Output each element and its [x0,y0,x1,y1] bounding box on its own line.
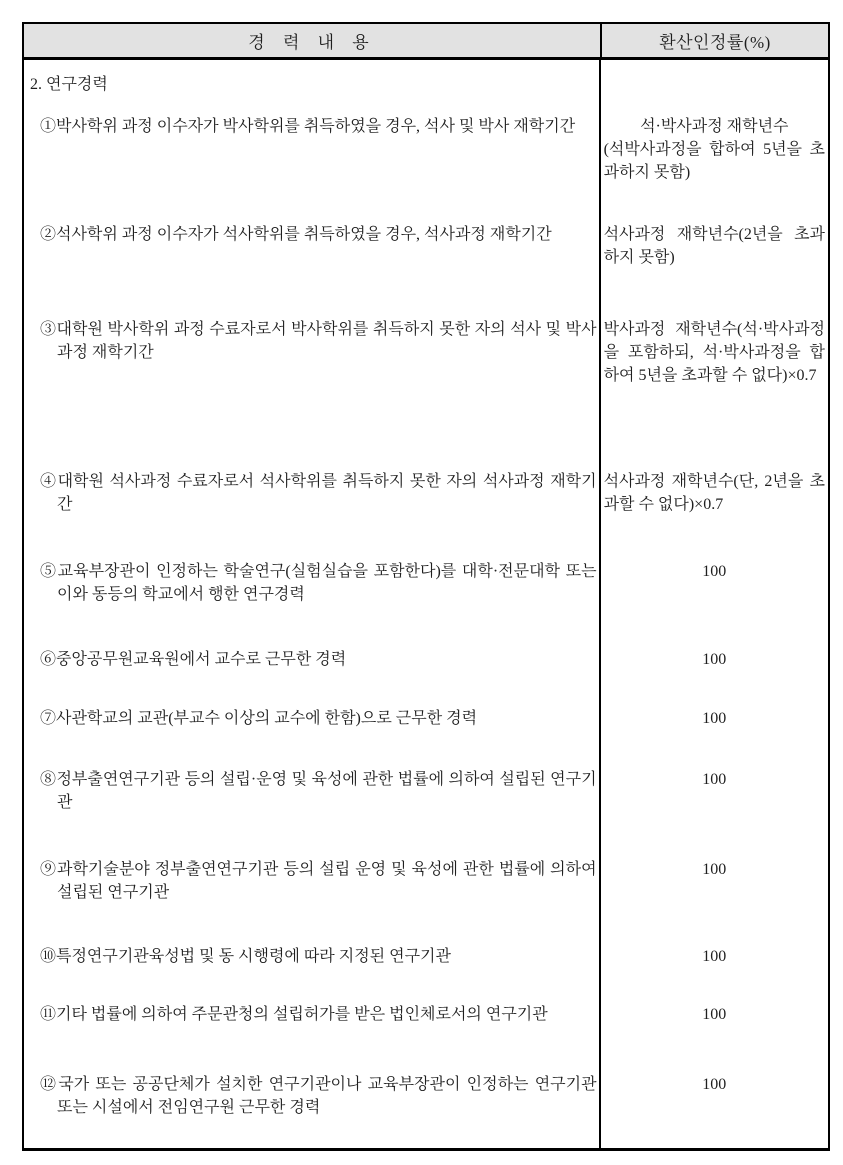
rate-cell [601,106,828,214]
item-number: ⑫ [40,1076,59,1093]
rate-value: 100 [702,771,727,788]
table-row [24,461,828,551]
rate-value: 100 [702,710,727,727]
table-row [24,1064,828,1148]
table-row [24,849,828,936]
career-item [24,639,601,698]
table-row [24,214,828,309]
rate-cell-empty [601,60,828,106]
table-body [24,60,828,1148]
rate-cell [601,214,828,309]
career-recognition-table [22,22,830,1151]
table-row [24,106,828,214]
career-item [24,106,601,214]
rate-value: 100 [702,651,727,668]
career-item [24,461,601,551]
item-text: 기타 법률에 의하여 주문관청의 설립허가를 받은 법인체로서의 연구기관 [56,1006,548,1023]
table-row [24,759,828,849]
rate-value: 100 [702,861,727,878]
item-number: ⑪ [40,1006,57,1023]
career-item [24,1064,601,1148]
rate-cell [601,551,828,639]
item-number: ⑦ [40,710,57,727]
career-item [24,309,601,461]
rate-cell [601,1064,828,1148]
item-text: 국가 또는 공공단체가 설치한 연구기관이나 교육부장관이 인정하는 연구기관 또는 시설에서 전임연구원 근무한 경력 [57,1076,597,1116]
rate-cell [601,309,828,461]
item-number: ① [40,118,57,135]
table-row [24,309,828,461]
rate-cell [601,461,828,551]
rate-cell [601,849,828,936]
table-row [24,551,828,639]
career-item [24,759,601,849]
career-item [24,551,601,639]
table-row [24,936,828,994]
item-text: 정부출연연구기관 등의 설립·운영 및 육성에 관한 법률에 의하여 설립된 연구기관 [56,771,597,811]
rate-title: 석·박사과정 재학년수 [640,118,789,135]
rate-cell [601,936,828,994]
section-title: 2. 연구경력 [24,60,601,106]
rate-cell [601,639,828,698]
item-number: ② [40,226,57,243]
item-text: 대학원 석사과정 수료자로서 석사학위를 취득하지 못한 자의 석사과정 재학기간 [57,473,597,513]
section-row [24,60,828,106]
table-header [24,24,828,60]
table-row [24,994,828,1064]
rate-value: 석사과정 재학년수(2년을 초과하지 못함) [603,226,825,266]
item-text: 특정연구기관육성법 및 동 시행령에 따라 지정된 연구기관 [56,948,451,965]
item-text: 과학기술분야 정부출연연구기관 등의 설립 운영 및 육성에 관한 법률에 의하여 설립된 연구기관 [57,861,597,901]
item-number: ⑤ [40,563,58,580]
item-number: ⑩ [40,948,57,965]
item-number: ⑧ [40,771,57,788]
career-item [24,214,601,309]
rate-value: 100 [702,563,727,580]
item-text: 박사학위 과정 이수자가 박사학위를 취득하였을 경우, 석사 및 박사 재학기간 [56,118,576,135]
table-row [24,639,828,698]
rate-value: 100 [702,1076,727,1093]
item-number: ⑥ [40,651,57,668]
item-text: 석사학위 과정 이수자가 석사학위를 취득하였을 경우, 석사과정 재학기간 [56,226,552,243]
item-text: 대학원 박사학위 과정 수료자로서 박사학위를 취득하지 못한 자의 석사 및 박사과정 재학기간 [56,321,597,361]
career-content-column-header: 경 력 내 용 [24,24,602,57]
item-text: 사관학교의 교관(부교수 이상의 교수에 한함)으로 근무한 경력 [56,710,478,727]
rate-cell [601,759,828,849]
rate-value: 100 [702,948,727,965]
rate-cell [601,994,828,1064]
career-item [24,994,601,1064]
rate-value: (석박사과정을 합하여 5년을 초과하지 못함) [603,141,825,181]
rate-value: 석사과정 재학년수(단, 2년을 초과할 수 없다)×0.7 [603,473,825,513]
item-number: ③ [40,321,57,338]
item-number: ④ [40,473,58,490]
career-item [24,936,601,994]
career-item [24,698,601,759]
item-number: ⑨ [40,861,57,878]
rate-value: 박사과정 재학년수(석·박사과정을 포함하되, 석·박사과정을 합하여 5년을 초과할 수 없다)×0.7 [603,321,825,384]
rate-value: 100 [702,1006,727,1023]
rate-cell [601,698,828,759]
item-text: 교육부장관이 인정하는 학술연구(실험실습을 포함한다)를 대학·전문대학 또는 이와 동등의 학교에서 행한 연구경력 [57,563,597,603]
item-text: 중앙공무원교육원에서 교수로 근무한 경력 [56,651,347,668]
table-row [24,698,828,759]
recognition-rate-column-header: 환산인정률(%) [659,33,771,52]
career-item [24,849,601,936]
